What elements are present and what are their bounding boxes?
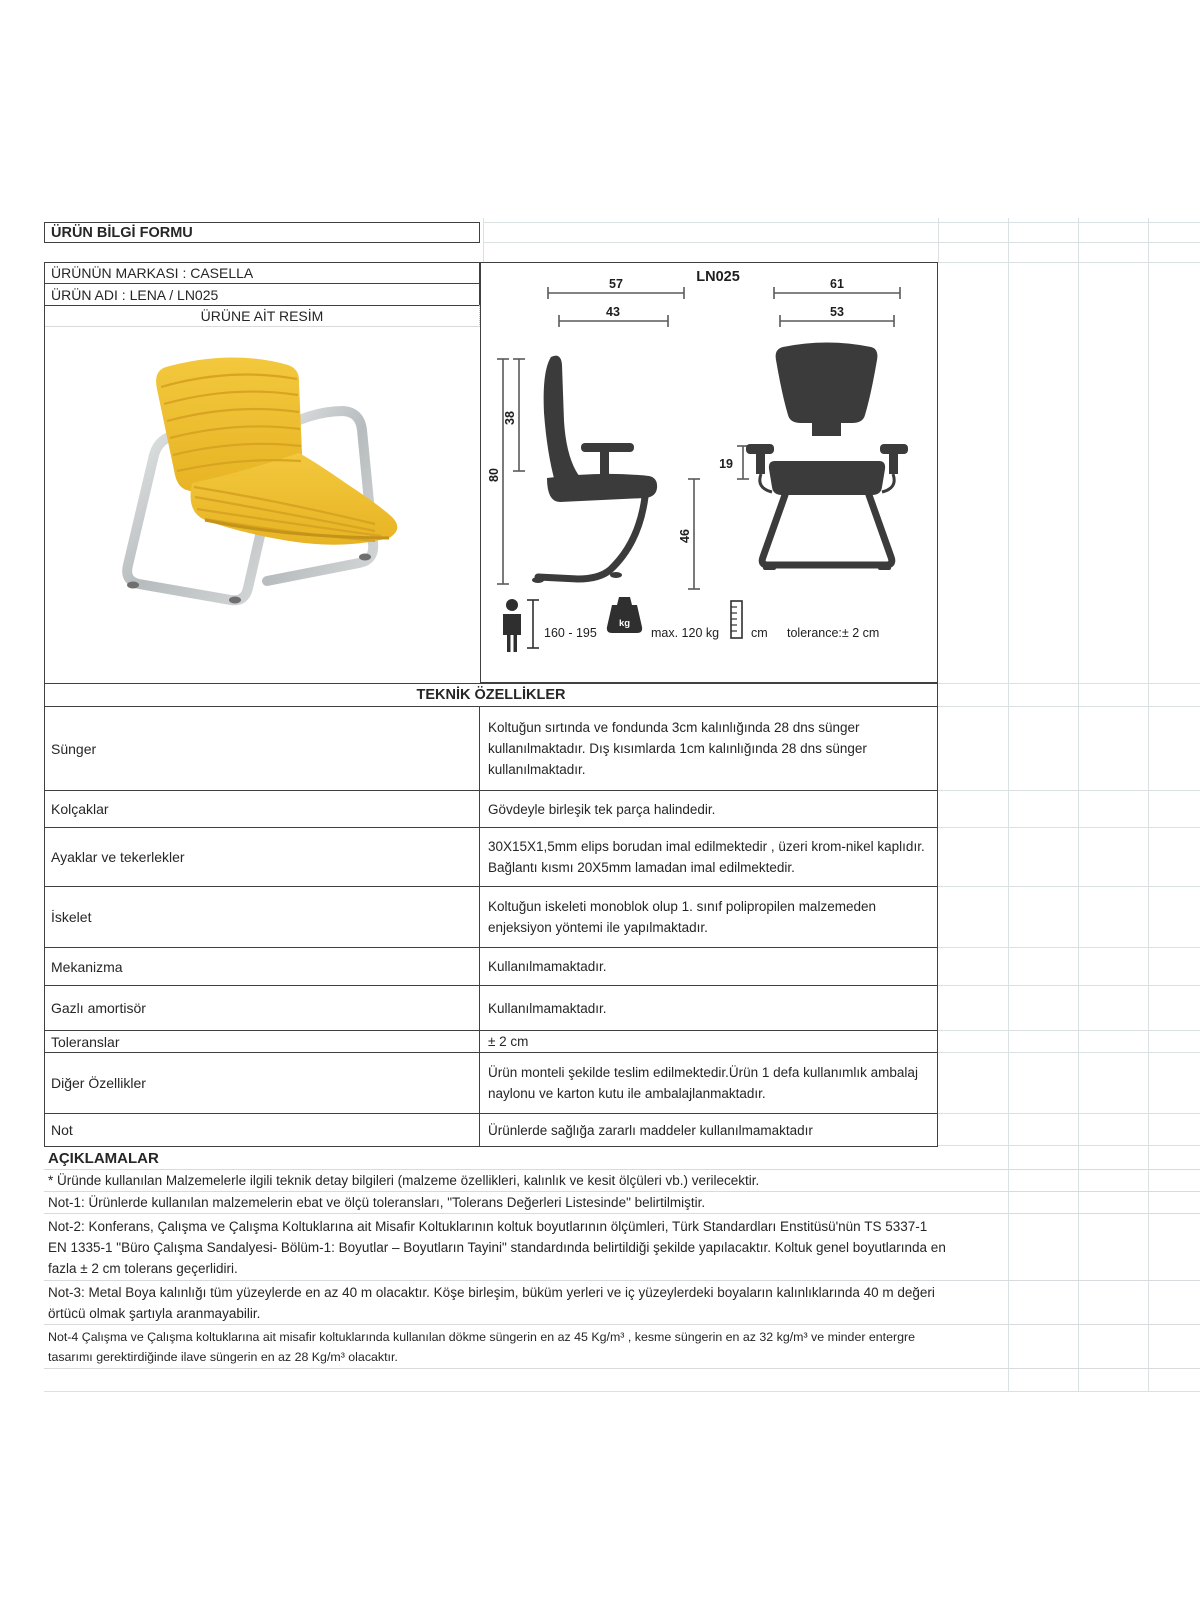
grid-line (483, 242, 1200, 243)
grid-line (938, 262, 1200, 263)
image-caption: ÜRÜNE AİT RESİM (200, 307, 324, 324)
product-image-box (44, 305, 480, 683)
spec-label: İskelet (51, 909, 92, 925)
spec-value: 30X15X1,5mm elips borudan imal edilmektedir , üzeri krom-nikel kaplıdır. Bağlantı kısmı 20X5mm lamadan imal edilmektedir. (479, 828, 937, 886)
note-row (44, 1281, 1200, 1325)
table-row (45, 948, 937, 986)
notes-title: AÇIKLAMALAR (44, 1147, 1200, 1170)
dim-57: 57 (609, 277, 623, 291)
dim-80: 80 (487, 468, 501, 482)
specs-title: TEKNİK ÖZELLİKLER (45, 684, 937, 707)
dim-61: 61 (830, 277, 844, 291)
brand-cell (44, 262, 480, 284)
dim-53: 53 (830, 305, 844, 319)
spec-label: Mekanizma (51, 958, 123, 975)
grid-line (483, 218, 484, 262)
technical-drawing (481, 263, 936, 681)
ruler-icon (731, 601, 742, 638)
height-measure-line (527, 600, 539, 648)
person-height-range: 160 - 195 (544, 626, 597, 640)
specs-table (44, 683, 938, 1147)
spec-label: Diğer Özellikler (51, 1075, 146, 1091)
table-row (45, 1114, 937, 1146)
grid-line (938, 947, 1200, 948)
spec-value: Ürünlerde sağlığa zararlı maddeler kullanılmamaktadır (479, 1114, 937, 1146)
chair-side-view (532, 356, 657, 583)
note-row (44, 1170, 1200, 1192)
product-photo-chair (45, 305, 481, 683)
person-height-icon (503, 599, 521, 652)
table-row (45, 707, 937, 791)
grid-line (938, 1052, 1200, 1053)
product-name-text: ÜRÜN ADI : LENA / LN025 (51, 286, 219, 303)
table-row (45, 791, 937, 828)
grid-line (938, 886, 1200, 887)
model-code: LN025 (696, 269, 740, 285)
grid-line (938, 985, 1200, 986)
note-text: Not-3: Metal Boya kalınlığı tüm yüzeylerde en az 40 m olacaktır. Köşe birleşim, büküm yerleri ve iç yüzeylerdeki boyaların kalınlıklarında 40 m değeri örtücü olmak şartıyla aranmayabilir. (48, 1284, 935, 1321)
form-title: ÜRÜN BİLGİ FORMU (51, 224, 193, 241)
grid-line (938, 1145, 1200, 1146)
note-row (44, 1214, 1200, 1281)
spec-label: Ayaklar ve tekerlekler (51, 849, 185, 865)
spec-label: Toleranslar (51, 1033, 120, 1050)
table-row (45, 986, 937, 1031)
note-text: Not-1: Ürünlerde kullanılan malzemelerin ebat ve ölçü toleransları, "Tolerans Değerleri Listesinde" belirtilmiştir. (48, 1195, 706, 1210)
table-row (45, 828, 937, 887)
grid-line (938, 790, 1200, 791)
table-row (45, 1031, 937, 1053)
spec-label: Not (51, 1122, 73, 1138)
grid-line (44, 1391, 1200, 1392)
spec-value: Koltuğun sırtında ve fondunda 3cm kalınlığında 28 dns sünger kullanılmaktadır. Dış kısımlarda 1cm kalınlığında 28 dns sünger kullanılmaktadır. (479, 707, 937, 790)
spec-label: Sünger (51, 740, 97, 757)
technical-drawing-box (480, 262, 938, 683)
dim-46: 46 (678, 529, 692, 543)
grid-line (938, 1030, 1200, 1031)
dim-38: 38 (503, 411, 517, 425)
note-text: Not-4 Çalışma ve Çalışma koltuklarına ait misafir koltuklarında kullanılan dökme süngerin en az 45 Kg/m³ , kesme süngerin en az 32 kg/m³ ve minder entergre tasarımı gerektirdiğinde ilave süngerin en az 28 Kg/m³ olacaktır. (48, 1329, 916, 1364)
weight-icon-label: kg (618, 618, 631, 629)
unit-label: cm (751, 626, 768, 640)
chair-front-view (746, 343, 908, 571)
table-row (45, 1053, 937, 1114)
spec-value: Koltuğun iskeleti monoblok olup 1. sınıf polipropilen malzemeden enjeksiyon yöntemi ile yapılmaktadır. (479, 887, 937, 947)
spec-label: Gazlı amortisör (51, 1000, 146, 1016)
tolerance-label: tolerance:± 2 cm (787, 626, 880, 640)
weight-icon (607, 597, 642, 633)
note-text: Not-2: Konferans, Çalışma ve Çalışma Koltuklarına ait Misafir Koltuklarının koltuk boyutlarının ölçümleri, Türk Standardları Enstitüsü'nün TS 5337-1 EN 1335-1 "Büro Çalışma Sandalyesi- Bölüm-1: Boyutlar – Boyutların Tayini" standardında belirtildiği şekilde yapılacaktır. Koltuk genel boyutlarında en fazla ± 2 cm tolerans geçerlidiri. (48, 1218, 946, 1276)
spec-value: Ürün monteli şekilde teslim edilmektedir.Ürün 1 defa kullanımlık ambalaj naylonu ve karton kutu ile ambalajlanmaktadır. (479, 1053, 937, 1113)
grid-line (938, 706, 1200, 707)
note-row (44, 1325, 1200, 1369)
spec-value: Kullanılmamaktadır. (479, 986, 937, 1030)
spec-label: Kolçaklar (51, 801, 109, 817)
spec-value: ± 2 cm (479, 1031, 937, 1052)
product-name-cell (44, 283, 480, 306)
dim-43: 43 (606, 305, 620, 319)
drawing-footer (503, 597, 879, 652)
spec-value: Kullanılmamaktadır. (479, 948, 937, 985)
form-title-cell (44, 222, 480, 243)
spec-value: Gövdeyle birleşik tek parça halindedir. (479, 791, 937, 827)
table-row (45, 887, 937, 948)
grid-line (938, 827, 1200, 828)
grid-line (938, 1113, 1200, 1114)
note-text: * Üründe kullanılan Malzemelerle ilgili teknik detay bilgileri (malzeme özellikleri, kalınlık ve kesit ölçüleri vb.) verilecektir. (48, 1173, 760, 1188)
note-row (44, 1192, 1200, 1214)
grid-line (938, 218, 939, 262)
max-weight: max. 120 kg (651, 626, 720, 640)
grid-line (938, 683, 1200, 684)
grid-line (483, 222, 1200, 223)
dim-19: 19 (719, 457, 733, 471)
brand-text: ÜRÜNÜN MARKASI : CASELLA (51, 265, 254, 281)
